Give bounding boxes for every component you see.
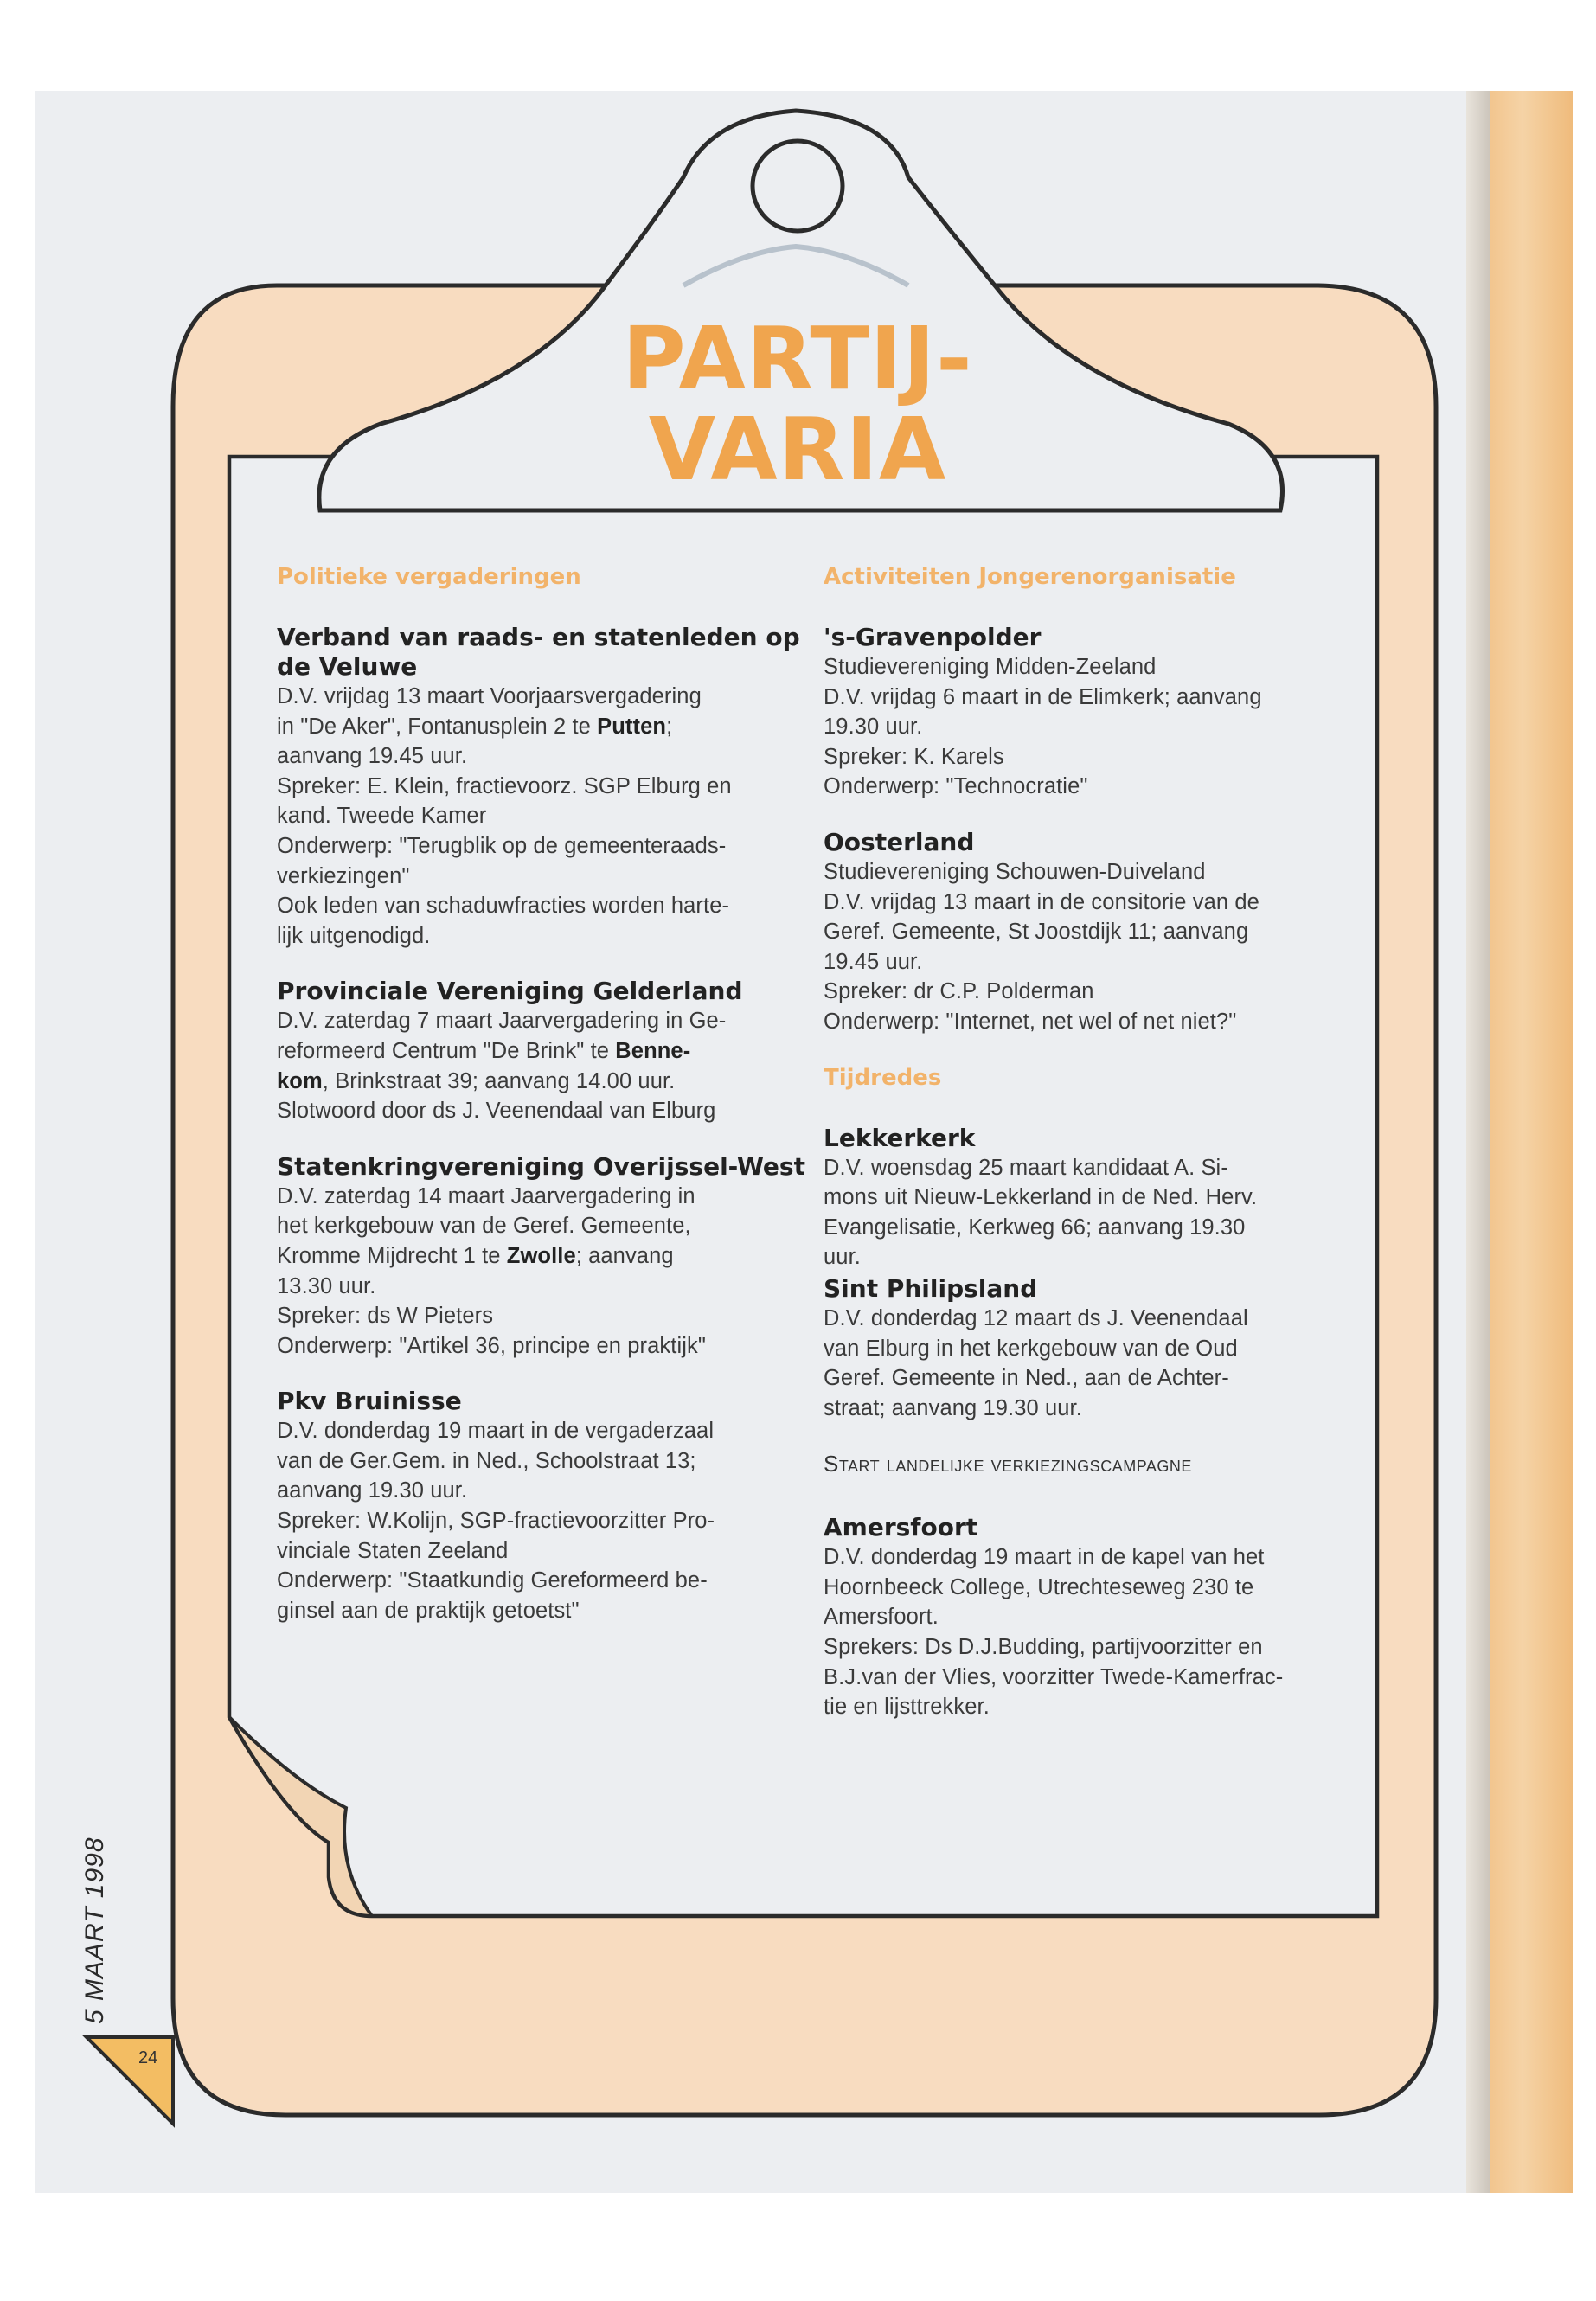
entry-line: Onderwerp: "Terugblik op de gemeenteraads- (277, 833, 727, 858)
section-heading-campagne: Start landelijke verkiezingscampagne (824, 1451, 1192, 1477)
meeting-entry (277, 1152, 822, 1362)
entry-line: D.V. vrijdag 6 maart in de Elimkerk; aanvang (824, 684, 1262, 709)
entry-line-text: reformeerd Centrum "De Brink" te (277, 1038, 616, 1063)
entry-title: Oosterland (824, 827, 975, 856)
entry-title: 's-Gravenpolder (824, 623, 1042, 651)
campaign-entry (824, 1513, 1368, 1722)
entry-title: Verband van raads- en statenleden op (277, 623, 800, 651)
place-name: Putten (597, 714, 667, 739)
entry-line: Onderwerp: "Technocratie" (824, 774, 1088, 799)
entry-title: Sint Philipsland (824, 1273, 1038, 1303)
entry-line-text: ; aanvang (575, 1243, 674, 1268)
entry-line: D.V. donderdag 19 maart in de kapel van het (824, 1545, 1265, 1570)
entry-line: lijk uitgenodigd. (277, 923, 431, 948)
right-column (824, 562, 1368, 1748)
section-heading-tijdredes: Tijdredes (824, 1064, 942, 1091)
page-number-corner (87, 2037, 173, 2124)
entry-line: Spreker: K. Karels (824, 744, 1004, 769)
entry-title: Provinciale Vereniging Gelderland (277, 977, 743, 1006)
entry-line: Studievereniging Midden-Zeeland (824, 655, 1157, 679)
entry-line: Slotwoord door ds J. Veenendaal van Elburg (277, 1099, 716, 1124)
entry-line: verkiezingen" (277, 863, 410, 888)
entry-title: de Veluwe (277, 652, 418, 681)
entry-line-text: , Brinkstraat 39; aanvang 14.00 uur. (322, 1068, 676, 1093)
entry-line: B.J.van der Vlies, voorzitter Twede-Kamerfrac- (824, 1664, 1284, 1689)
entry-line: uur. (824, 1245, 861, 1270)
title-line-1: PARTIJ- (622, 308, 973, 409)
issue-date: 5 MAART 1998 (80, 1836, 109, 2024)
clip-hole (753, 141, 843, 231)
left-column (277, 562, 822, 1651)
entry-line: D.V. vrijdag 13 maart Voorjaarsvergadering (277, 684, 702, 708)
page-number: 24 (138, 2048, 158, 2067)
entry-line: 19.30 uur. (824, 715, 923, 740)
speech-entry (824, 1124, 1368, 1272)
entry-line (277, 1067, 822, 1097)
entry-line: Studievereniging Schouwen-Duiveland (824, 859, 1206, 884)
entry-line: Spreker: E. Klein, fractievoorz. SGP Elburg en (277, 773, 732, 798)
speech-entry (824, 1274, 1368, 1423)
meeting-entry (277, 1387, 822, 1625)
entry-line: ginsel aan de praktijk getoetst" (277, 1598, 580, 1623)
entry-line: Spreker: dr C.P. Polderman (824, 979, 1094, 1004)
section-heading-jongerenorganisatie: Activiteiten Jongerenorganisatie (824, 564, 1236, 590)
entry-title: Pkv Bruinisse (277, 1387, 462, 1416)
entry-line (277, 712, 822, 742)
entry-line: aanvang 19.45 uur. (277, 744, 468, 769)
entry-line-text: Kromme Mijdrecht 1 te (277, 1243, 507, 1268)
entry-line: D.V. zaterdag 7 maart Jaarvergadering in Ge- (277, 1009, 727, 1034)
entry-line: vinciale Staten Zeeland (277, 1538, 509, 1563)
place-name: Zwolle (506, 1243, 576, 1268)
entry-line: Sprekers: Ds D.J.Budding, partijvoorzitter en (824, 1635, 1263, 1660)
place-name: kom (277, 1068, 323, 1093)
entry-line: mons uit Nieuw-Lekkerland in de Ned. Herv. (824, 1185, 1258, 1210)
entry-line: Hoornbeeck College, Utrechteseweg 230 te (824, 1574, 1254, 1599)
entry-line: Ook leden van schaduwfracties worden harte- (277, 894, 730, 919)
entry-line: Onderwerp: "Artikel 36, principe en praktijk" (277, 1333, 706, 1358)
place-name: Benne- (615, 1038, 691, 1063)
entry-line: 13.30 uur. (277, 1273, 376, 1298)
meeting-entry (277, 623, 822, 951)
entry-line: D.V. donderdag 19 maart in de vergaderzaal (277, 1419, 715, 1444)
entry-line-text: ; (666, 714, 673, 739)
entry-line: van Elburg in het kerkgebouw van de Oud (824, 1336, 1238, 1361)
meeting-entry (277, 977, 822, 1125)
entry-line: Spreker: ds W Pieters (277, 1304, 494, 1329)
entry-line: Onderwerp: "Internet, net wel of net niet?" (824, 1009, 1237, 1034)
entry-line-text: in "De Aker", Fontanusplein 2 te (277, 714, 598, 739)
entry-line: Evangelisatie, Kerkweg 66; aanvang 19.30 (824, 1215, 1246, 1240)
activity-entry (824, 623, 1368, 802)
entry-line: D.V. woensdag 25 maart kandidaat A. Si- (824, 1155, 1228, 1180)
entry-line: aanvang 19.30 uur. (277, 1478, 468, 1503)
entry-line: kand. Tweede Kamer (277, 804, 487, 829)
entry-line: Onderwerp: "Staatkundig Gereformeerd be- (277, 1568, 708, 1593)
entry-line: D.V. donderdag 12 maart ds J. Veenendaal (824, 1305, 1248, 1330)
entry-line (277, 1036, 822, 1067)
entry-line: het kerkgebouw van de Geref. Gemeente, (277, 1214, 691, 1239)
section-heading-politieke-vergaderingen: Politieke vergaderingen (277, 564, 581, 590)
entry-title: Amersfoort (824, 1513, 978, 1542)
entry-line: Geref. Gemeente in Ned., aan de Achter- (824, 1366, 1229, 1391)
entry-title: Statenkringvereniging Overijssel-West (277, 1151, 805, 1181)
entry-line: Spreker: W.Kolijn, SGP-fractievoorzitter Pro- (277, 1509, 715, 1534)
entry-line: D.V. vrijdag 13 maart in de consitorie van de (824, 889, 1259, 914)
entry-line: tie en lijsttrekker. (824, 1695, 990, 1720)
entry-line: 19.45 uur. (824, 949, 923, 974)
entry-line: van de Ger.Gem. in Ned., Schoolstraat 13; (277, 1448, 696, 1473)
entry-line (277, 1241, 822, 1272)
title-line-2: VARIA (648, 399, 947, 500)
entry-line: Amersfoort. (824, 1605, 939, 1630)
activity-entry (824, 828, 1368, 1037)
entry-line: D.V. zaterdag 14 maart Jaarvergadering in (277, 1183, 695, 1208)
entry-line: straat; aanvang 19.30 uur. (824, 1395, 1082, 1420)
entry-line: Geref. Gemeente, St Joostdijk 11; aanvang (824, 920, 1249, 945)
entry-title: Lekkerkerk (824, 1123, 976, 1152)
